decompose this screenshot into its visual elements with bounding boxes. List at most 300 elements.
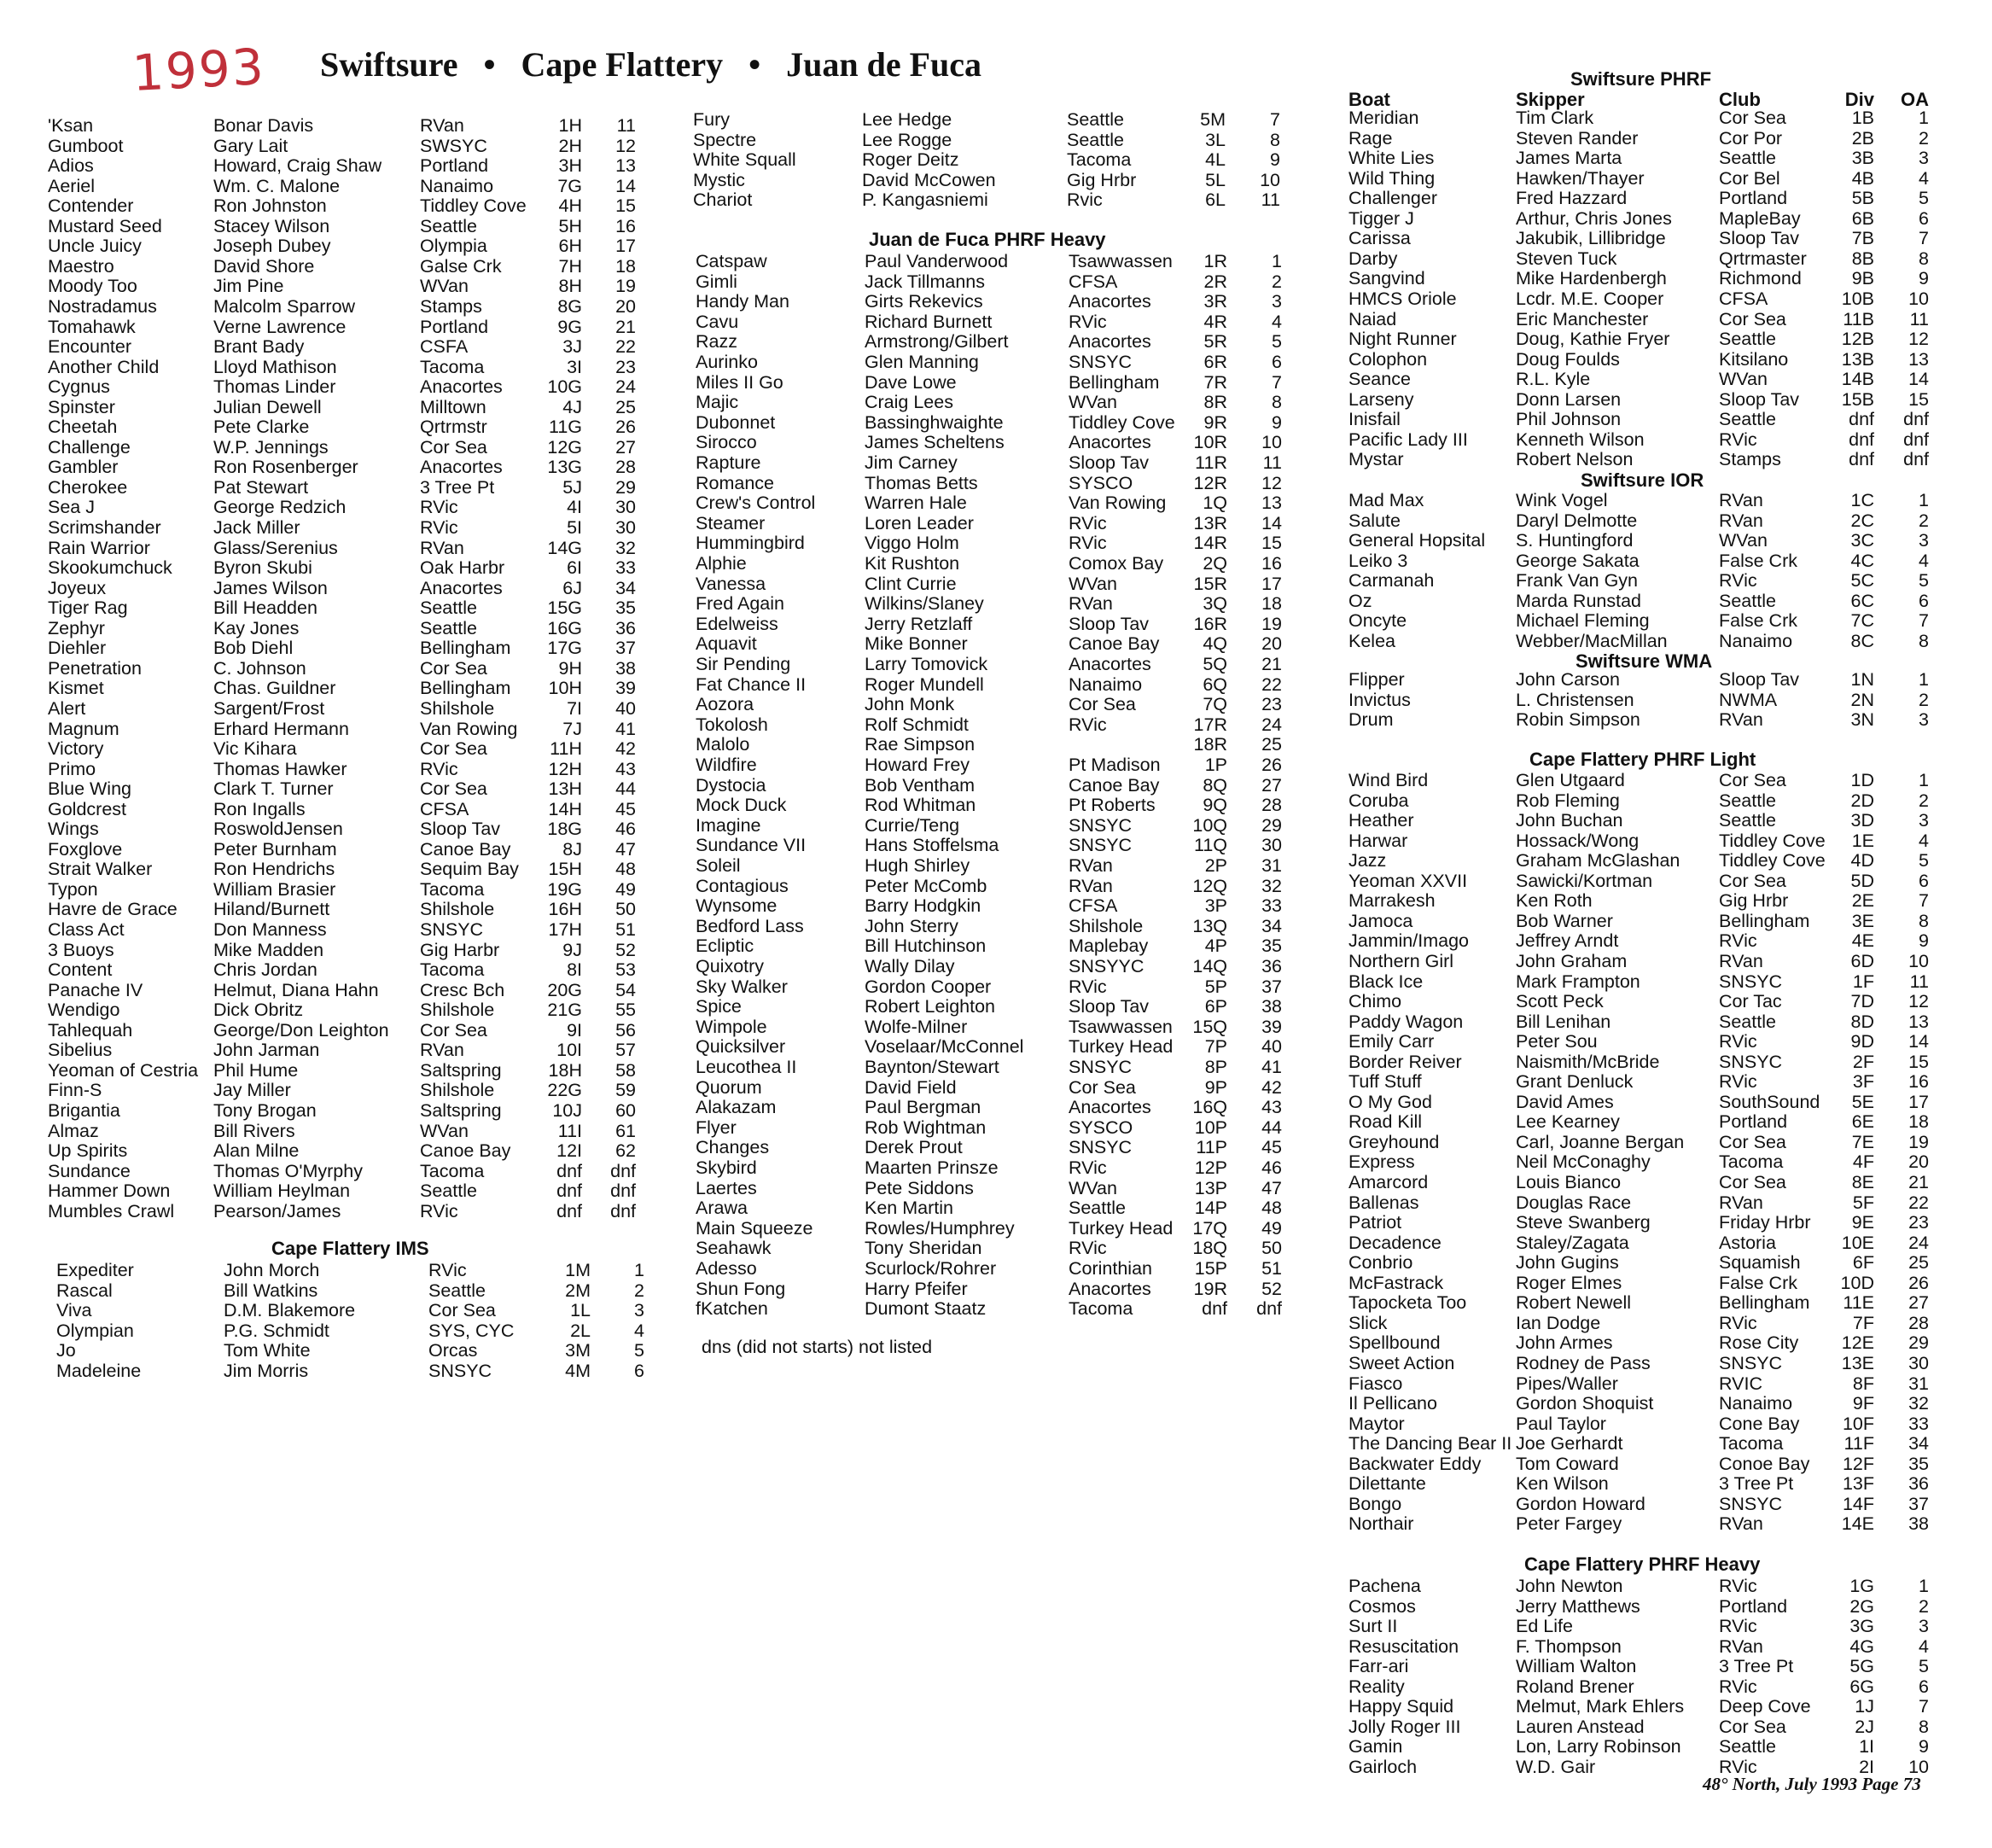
section-title: Swiftsure PHRF	[1570, 68, 1712, 90]
boat-name: Bedford Lass	[696, 915, 804, 936]
overall-place: 7	[1919, 890, 1929, 912]
overall-place: 11	[1909, 308, 1929, 329]
club-name: Turkey Head	[1069, 1217, 1174, 1239]
club-name: Bellingham	[1719, 910, 1810, 931]
boat-name: Primo	[48, 758, 96, 779]
club-name: Cor Sea	[1069, 1076, 1136, 1098]
club-name: RVic	[420, 517, 458, 538]
skipper-name: Kit Rushton	[865, 553, 960, 574]
division-place: 12P	[1194, 1157, 1227, 1178]
boat-name: Il Pellicano	[1348, 1393, 1437, 1414]
club-name: Oak Harbr	[420, 557, 505, 579]
overall-place: 3	[1919, 530, 1929, 551]
club-name: SNSYC	[1069, 352, 1133, 372]
skipper-name: Lauren Anstead	[1516, 1716, 1645, 1737]
boat-name: Tahlequah	[48, 1019, 133, 1041]
overall-place: 9	[1272, 411, 1282, 433]
skipper-name: Bill Rivers	[213, 1120, 295, 1141]
skipper-name: Daryl Delmotte	[1516, 510, 1638, 531]
overall-place: 10	[1908, 950, 1929, 971]
overall-place: 60	[615, 1099, 636, 1121]
skipper-name: Verne Lawrence	[213, 316, 347, 337]
club-name: RVan	[1069, 855, 1113, 876]
skipper-name: Dick Obritz	[213, 1000, 304, 1021]
skipper-name: Robin Simpson	[1516, 709, 1640, 731]
title-swiftsure: Swiftsure	[320, 45, 458, 84]
skipper-name: Jerry Retzlaff	[865, 613, 973, 634]
club-name: RVan	[420, 115, 464, 136]
division-place: 8R	[1203, 392, 1227, 413]
club-name: RVan	[1719, 1513, 1763, 1535]
division-place: 7Q	[1203, 694, 1227, 715]
overall-place: 53	[615, 959, 636, 981]
club-name: Canoe Bay	[1069, 633, 1160, 655]
skipper-name: Hiland/Burnett	[213, 899, 330, 920]
division-place: 10P	[1194, 1116, 1227, 1138]
overall-place: 37	[615, 638, 636, 659]
division-place: 8B	[1851, 248, 1874, 269]
skipper-name: Howard, Craig Shaw	[213, 155, 382, 177]
skipper-name: S. Huntingford	[1516, 530, 1634, 551]
boat-name: Kismet	[48, 678, 104, 699]
club-name: SNSYC	[1719, 971, 1783, 992]
club-name: Pt Roberts	[1069, 795, 1156, 816]
boat-name: Mad Max	[1348, 490, 1424, 510]
club-name: MapleBay	[1719, 207, 1801, 229]
boat-name: Brigantia	[48, 1099, 120, 1121]
skipper-name: Tim Clark	[1516, 108, 1594, 128]
skipper-name: RoswoldJensen	[213, 819, 343, 840]
overall-place: 43	[615, 758, 636, 779]
overall-place: 4	[1919, 830, 1929, 851]
overall-place: dnf	[610, 1160, 636, 1181]
boat-name: Zephyr	[48, 617, 105, 638]
boat-name: Leucothea II	[696, 1057, 797, 1077]
boat-name: Gimli	[696, 271, 737, 292]
division-place: 4Q	[1203, 633, 1227, 655]
club-name: Tacoma	[1069, 1298, 1133, 1320]
overall-place: 8	[1919, 630, 1929, 651]
boat-name: Majic	[696, 392, 739, 413]
skipper-name: Kay Jones	[213, 617, 300, 638]
division-place: 5G	[1849, 1656, 1874, 1677]
skipper-name: Gary Lait	[213, 135, 288, 156]
division-place: 4J	[562, 396, 582, 417]
boat-name: Marrakesh	[1348, 890, 1436, 912]
club-name: RVan	[420, 537, 464, 558]
division-place: 1D	[1850, 770, 1874, 790]
boat-name: Madeleine	[56, 1361, 142, 1381]
overall-place: 41	[615, 718, 636, 739]
division-place: 9P	[1204, 1076, 1227, 1098]
boat-name: Strait Walker	[48, 859, 153, 880]
skipper-name: Lon, Larry Robinson	[1516, 1736, 1681, 1758]
boat-name: Sky Walker	[696, 976, 788, 997]
club-name: Sloop Tav	[1719, 228, 1800, 249]
skipper-name: W.P. Jennings	[213, 436, 329, 458]
boat-name: Shun Fong	[696, 1278, 786, 1299]
skipper-name: Thomas O'Myrphy	[213, 1160, 363, 1181]
skipper-name: Steve Swanberg	[1516, 1212, 1651, 1233]
overall-place: 9	[1919, 1736, 1929, 1758]
division-place: 9B	[1851, 268, 1874, 289]
club-name: Anacortes	[420, 577, 503, 598]
division-place: 11E	[1843, 1292, 1874, 1314]
skipper-name: Roger Elmes	[1516, 1272, 1622, 1293]
overall-place: 35	[1908, 1453, 1929, 1474]
boat-name: Carmanah	[1348, 570, 1435, 592]
skipper-name: Hossack/Wong	[1516, 830, 1640, 851]
boat-name: The Dancing Bear II	[1348, 1433, 1512, 1454]
column-header-oa: OA	[1901, 89, 1929, 110]
division-place: 3H	[558, 155, 582, 177]
club-name: Qrtrmstr	[420, 417, 487, 438]
overall-place: 52	[615, 939, 636, 960]
division-place: 12H	[548, 758, 582, 779]
division-place: 21G	[547, 1000, 582, 1021]
division-place: 10I	[556, 1040, 582, 1061]
boat-name: Encounter	[48, 336, 132, 358]
club-name: Seattle	[420, 617, 477, 638]
boat-name: Maytor	[1348, 1413, 1405, 1434]
club-name: False Crk	[1719, 610, 1797, 632]
club-name: Olympia	[420, 236, 487, 257]
club-name: Cor Tac	[1719, 991, 1782, 1012]
skipper-name: Marda Runstad	[1516, 590, 1641, 611]
skipper-name: Ken Roth	[1516, 890, 1593, 912]
division-place: 16Q	[1192, 1097, 1227, 1118]
overall-place: 8	[1919, 910, 1929, 931]
division-place: 9G	[557, 316, 582, 337]
division-place: 6B	[1851, 207, 1874, 229]
club-name: Sloop Tav	[1719, 388, 1800, 410]
division-place: 1L	[570, 1300, 591, 1321]
club-name: Anacortes	[1069, 331, 1151, 353]
club-name: Cor Sea	[1719, 108, 1786, 128]
skipper-name: Rob Fleming	[1516, 790, 1620, 811]
club-name: Portland	[420, 316, 489, 337]
title-juan-de-fuca: Juan de Fuca	[786, 45, 982, 84]
division-place: 6D	[1850, 950, 1874, 971]
club-name: Anacortes	[1069, 1278, 1151, 1299]
division-place: 2M	[565, 1280, 591, 1301]
overall-place: 6	[1919, 207, 1929, 229]
club-name: Shilshole	[420, 697, 495, 719]
boat-name: Tomahawk	[48, 316, 136, 337]
overall-place: 45	[1261, 1137, 1282, 1158]
division-place: 3D	[1850, 810, 1874, 831]
skipper-name: Peter Sou	[1516, 1031, 1598, 1052]
division-place: 19R	[1193, 1278, 1227, 1299]
overall-place: 32	[1908, 1393, 1929, 1414]
boat-name: Sangvind	[1348, 268, 1425, 289]
club-name: RVic	[1069, 512, 1107, 533]
division-place: 8Q	[1203, 774, 1227, 796]
overall-place: 9	[1919, 930, 1929, 952]
skipper-name: L. Christensen	[1516, 689, 1634, 710]
skipper-name: Lloyd Mathison	[213, 356, 337, 377]
boat-name: Meridian	[1348, 108, 1419, 128]
skipper-name: Bill Headden	[213, 598, 317, 619]
club-name: Tacoma	[1719, 1151, 1784, 1173]
skipper-name: Tony Sheridan	[865, 1238, 982, 1259]
club-name: RVan	[1719, 950, 1763, 971]
club-name: Turkey Head	[1069, 1036, 1174, 1058]
division-place: 13B	[1841, 348, 1874, 370]
club-name: False Crk	[1719, 550, 1797, 571]
overall-place: 18	[1261, 593, 1282, 615]
club-name: Tiddley Cove	[420, 195, 527, 217]
boat-name: Yeoman XXVII	[1348, 870, 1468, 891]
boat-name: Contagious	[696, 875, 789, 896]
division-place: 3G	[1849, 1616, 1874, 1637]
club-name: Rose City	[1719, 1332, 1799, 1354]
boat-name: Harwar	[1348, 830, 1408, 851]
division-place: 8P	[1204, 1057, 1227, 1077]
skipper-name: Alan Milne	[213, 1140, 300, 1162]
club-name: Milltown	[420, 396, 486, 417]
club-name: RVic	[1069, 714, 1107, 735]
division-place: 1N	[1850, 669, 1874, 690]
club-name: Tacoma	[420, 959, 485, 981]
club-name: WVan	[1719, 530, 1768, 551]
skipper-name: Robert Nelson	[1516, 449, 1634, 470]
boat-name: Mystic	[693, 169, 745, 190]
division-place: 7I	[567, 697, 582, 719]
club-name: Van Rowing	[420, 718, 518, 739]
club-name: WVan	[1069, 1177, 1117, 1198]
club-name: Seattle	[1719, 1736, 1776, 1758]
club-name: Kitsilano	[1719, 348, 1789, 370]
skipper-name: Ron Rosenberger	[213, 457, 358, 478]
skipper-name: Hans Stoffelsma	[865, 835, 999, 856]
skipper-name: Derek Prout	[865, 1137, 963, 1158]
overall-place: 12	[1908, 329, 1929, 350]
division-place: 1B	[1851, 108, 1874, 128]
boat-name: Alakazam	[696, 1097, 777, 1118]
division-place: 2E	[1851, 890, 1874, 912]
division-place: dnf	[556, 1181, 582, 1202]
overall-place: 1	[1919, 669, 1929, 690]
division-place: 3R	[1203, 291, 1227, 312]
boat-name: Northair	[1348, 1513, 1414, 1535]
club-name: Shilshole	[420, 1080, 495, 1101]
overall-place: 44	[615, 778, 636, 800]
division-place: 8G	[557, 295, 582, 317]
overall-place: 8	[1272, 392, 1282, 413]
skipper-name: James Scheltens	[865, 432, 1005, 453]
division-place: 13P	[1194, 1177, 1227, 1198]
division-place: 17R	[1193, 714, 1227, 735]
overall-place: 30	[615, 497, 636, 518]
club-name: Portland	[1719, 1595, 1788, 1617]
club-name: Rvic	[1067, 189, 1103, 211]
overall-place: 56	[615, 1019, 636, 1041]
club-name: RVan	[420, 1040, 464, 1061]
division-place: 11F	[1843, 1433, 1874, 1454]
skipper-name: Arthur, Chris Jones	[1516, 207, 1672, 229]
division-place: 4L	[1205, 149, 1226, 171]
skipper-name: Webber/MacMillan	[1516, 630, 1668, 651]
club-name: RVic	[1719, 930, 1757, 952]
division-place: 18R	[1193, 734, 1227, 755]
boat-name: Romance	[696, 472, 775, 493]
skipper-name: John Armes	[1516, 1332, 1613, 1354]
club-name: Cor Sea	[420, 778, 487, 800]
overall-place: 52	[1261, 1278, 1282, 1299]
boat-name: Border Reiver	[1348, 1051, 1462, 1072]
club-name: RVan	[1069, 593, 1113, 615]
overall-place: 36	[1261, 956, 1282, 976]
boat-name: Arawa	[696, 1198, 748, 1219]
skipper-name: Roland Brener	[1516, 1676, 1634, 1697]
overall-place: 1	[634, 1260, 644, 1280]
skipper-name: Lee Hedge	[862, 109, 952, 130]
boat-name: Up Spirits	[48, 1140, 128, 1162]
division-place: 12I	[556, 1140, 582, 1162]
boat-name: Emily Carr	[1348, 1031, 1435, 1052]
boat-name: Dubonnet	[696, 411, 776, 433]
division-place: dnf	[1849, 449, 1874, 470]
overall-place: 39	[615, 678, 636, 699]
skipper-name: Thomas Betts	[865, 472, 978, 493]
division-place: 5P	[1204, 976, 1227, 997]
skipper-name: James Marta	[1516, 148, 1622, 169]
division-place: 10E	[1841, 1232, 1874, 1253]
skipper-name: Loren Leader	[865, 512, 974, 533]
division-place: 2P	[1204, 855, 1227, 876]
skipper-name: Rowles/Humphrey	[865, 1217, 1015, 1239]
overall-place: 6	[1919, 870, 1929, 891]
division-place: 4D	[1850, 850, 1874, 872]
club-name: RVic	[1069, 533, 1107, 554]
overall-place: 54	[615, 979, 636, 1000]
skipper-name: David Ames	[1516, 1091, 1614, 1112]
club-name: Cor Sea	[1719, 870, 1786, 891]
overall-place: 17	[1908, 1091, 1929, 1112]
division-place: 4H	[558, 195, 582, 217]
overall-place: 14	[1908, 369, 1929, 390]
boat-name: Cheetah	[48, 417, 118, 438]
division-place: 8I	[567, 959, 582, 981]
division-place: 6C	[1850, 590, 1874, 611]
overall-place: 28	[1908, 1312, 1929, 1333]
club-name: Orcas	[428, 1340, 478, 1361]
skipper-name: Graham McGlashan	[1516, 850, 1680, 872]
skipper-name: Fred Hazzard	[1516, 188, 1628, 209]
boat-name: Sirocco	[696, 432, 757, 453]
skipper-name: Scurlock/Rohrer	[865, 1258, 997, 1279]
skipper-name: Viggo Holm	[865, 533, 959, 554]
division-place: 1I	[1859, 1736, 1874, 1758]
division-place: 7F	[1852, 1312, 1874, 1333]
club-name: Saltspring	[420, 1059, 502, 1081]
club-name: RVic	[1069, 976, 1107, 997]
overall-place: 7	[1272, 371, 1282, 393]
overall-place: 42	[1261, 1076, 1282, 1098]
skipper-name: Tony Brogan	[213, 1099, 317, 1121]
skipper-name: Mike Hardenbergh	[1516, 268, 1667, 289]
skipper-name: Naismith/McBride	[1516, 1051, 1660, 1072]
division-place: 4P	[1204, 936, 1227, 957]
boat-name: Cosmos	[1348, 1595, 1416, 1617]
division-place: 2L	[570, 1320, 591, 1341]
division-place: 4B	[1851, 167, 1874, 189]
skipper-name: Maarten Prinsze	[865, 1157, 999, 1178]
boat-name: Quorum	[696, 1076, 762, 1098]
skipper-name: Howard Frey	[865, 755, 970, 775]
boat-name: Bongo	[1348, 1493, 1402, 1514]
club-name: WVan	[420, 1120, 469, 1141]
club-name: Shilshole	[420, 899, 495, 920]
overall-place: dnf	[1903, 449, 1929, 470]
club-name: Seattle	[1719, 148, 1776, 169]
club-name: RVic	[1719, 1312, 1757, 1333]
division-place: 17H	[548, 919, 582, 940]
club-name: WVan	[1719, 369, 1768, 390]
club-name: Stamps	[420, 295, 482, 317]
boat-name: Inisfail	[1348, 409, 1401, 430]
overall-place: 19	[1908, 1131, 1929, 1152]
boat-name: Almaz	[48, 1120, 99, 1141]
overall-place: 20	[1261, 633, 1282, 655]
club-name: Bellingham	[420, 638, 511, 659]
boat-name: Tigger J	[1348, 207, 1414, 229]
boat-name: HMCS Oriole	[1348, 288, 1457, 309]
overall-place: 34	[1908, 1433, 1929, 1454]
division-place: 13G	[547, 457, 582, 478]
boat-name: Leiko 3	[1348, 550, 1408, 571]
overall-place: 58	[615, 1059, 636, 1081]
club-name: CFSA	[1069, 271, 1118, 292]
boat-name: Moody Too	[48, 276, 137, 297]
skipper-name: Doug, Kathie Fryer	[1516, 329, 1670, 350]
club-name: Shilshole	[1069, 915, 1144, 936]
overall-place: 14	[615, 175, 636, 196]
division-place: 11Q	[1193, 835, 1227, 856]
club-name: Conoe Bay	[1719, 1453, 1810, 1474]
section-title: Cape Flattery PHRF Light	[1529, 749, 1756, 770]
overall-place: 35	[1261, 936, 1282, 957]
skipper-name: Rod Whitman	[865, 795, 976, 816]
boat-name: McFastrack	[1348, 1272, 1444, 1293]
boat-name: Slick	[1348, 1312, 1388, 1333]
division-place: 9R	[1203, 411, 1227, 433]
skipper-name: Mike Madden	[213, 939, 324, 960]
boat-name: Laertes	[696, 1177, 757, 1198]
club-name: CFSA	[1069, 895, 1118, 917]
overall-place: 8	[1919, 248, 1929, 269]
division-place: 10J	[552, 1099, 582, 1121]
division-place: 5R	[1203, 331, 1227, 353]
column-header-boat: Boat	[1348, 89, 1390, 110]
overall-place: 2	[634, 1280, 644, 1301]
division-place: 6R	[1203, 352, 1227, 372]
skipper-name: Ian Dodge	[1516, 1312, 1601, 1333]
division-place: 5C	[1850, 570, 1874, 592]
boat-name: Dilettante	[1348, 1473, 1426, 1495]
club-name: Bellingham	[1719, 1292, 1810, 1314]
overall-place: 6	[634, 1361, 644, 1381]
boat-name: Mumbles Crawl	[48, 1200, 175, 1221]
division-place: dnf	[1849, 428, 1874, 450]
division-place: 2R	[1203, 271, 1227, 292]
boat-name: O My God	[1348, 1091, 1432, 1112]
boat-name: Cherokee	[48, 476, 128, 498]
club-name: Portland	[1719, 188, 1788, 209]
overall-place: 24	[1908, 1232, 1929, 1253]
club-name: Astoria	[1719, 1232, 1776, 1253]
